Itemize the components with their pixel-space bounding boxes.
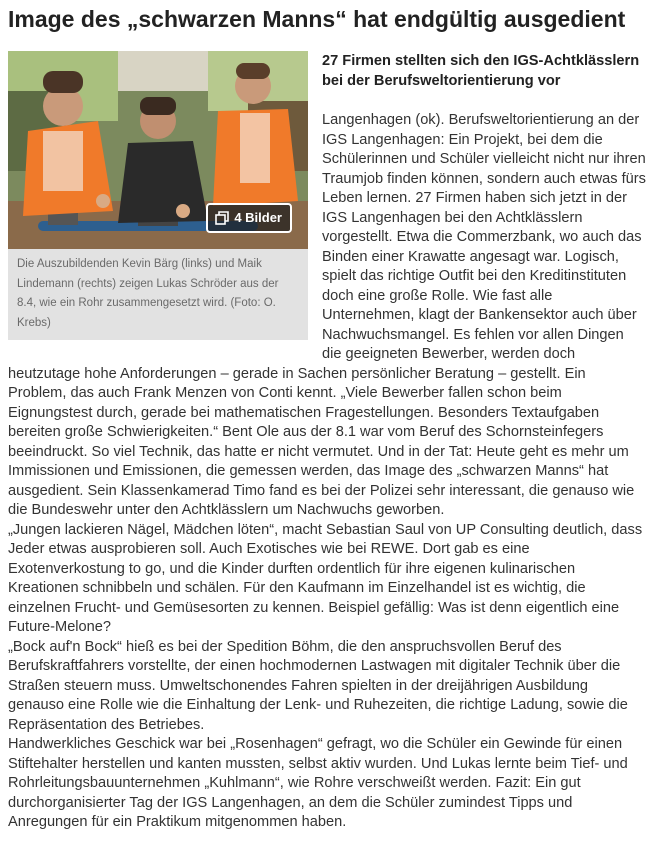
article-figure: [8, 51, 308, 340]
article-paragraph: Langenhagen (ok). Berufsweltorientierung an der IGS Langenhagen: Ein Projekt, bei dem die Schülerinnen und Schüler vielleicht nicht nur ihren Traumjob finden können, sondern auch etwas fürs Leben lernen. 27 Firmen haben sich jetzt in der IGS Langenhagen bei den Achtklässlern vorgestellt. Etwa die Commerzbank, wo auch das Binden einer Krawatte angesagt war. Logisch, spielt das richtige Outfit bei den Kreditinstituten doch eine große Rolle. Wie fast alle Unternehmen, klagt der Bankensektor auch über Nachwuchsmangel. Es fehlen vor allen Dingen die geeigneten Bewerber, werden doch heutzutage hohe Anforderungen – gerade in Sachen persönlicher Beratung – gestellt. Ein Problem, das auch Frank Menzen von Conti kennt. „Viele Bewerber fallen schon beim Eignungstest durch, gerade bei mathematischen Fragestellungen. Besonders Textaufgaben bereiten große Schwierigkeiten.“ Bent Ole aus der 8.1 war vom Beruf des Schornsteinfegers beeindruckt. So viel Technik, das hatte er nicht vermutet. Und in der Tat: Heute geht es mehr um Immissionen und Emissionen, die gemessen werden, das Image des „schwarzen Manns“ hat ausgedient. Sein Klassenkamerad Timo fand es bei der Polizei sehr interessant, die genauso wie die Bundeswehr unter den Achtklässlern um Nachwuchs geworben.: [8, 112, 646, 518]
article-headline: Image des „schwarzen Manns“ hat endgültig ausgedient: [8, 6, 626, 32]
article-lead: 27 Firmen stellten sich den IGS-Achtklässlern bei der Berufsweltorientierung vor: [322, 53, 640, 89]
gallery-count-label: 4 Bilder: [234, 210, 282, 225]
article-paragraph: „Bock auf'n Bock“ hieß es bei der Spedition Böhm, die den anspruchsvollen Beruf des Berufskraftfahrers vorstellte, der einen hochmodernen Lastwagen mit digitaler Technik über die Straßen steuern muss. Umweltschonendes Fahren spielten in der dreijährigen Ausbildung genauso eine Rolle wie die Einhaltung der Lenk- und Ruhezeiten, die richtige Ladung, sowie die Repräsentation des Betriebes.: [8, 638, 628, 733]
photo-caption: Die Auszubildenden Kevin Bärg (links) und Maik Lindemann (rechts) zeigen Lukas Schröder aus der 8.4, wie ein Rohr zusammengesetzt wird. (Foto: O. Krebs): [17, 258, 279, 329]
article-photo[interactable]: [8, 51, 308, 249]
article-paragraph: Handwerkliches Geschick war bei „Rosenhagen“ gefragt, wo die Schüler ein Gewinde für einen Stiftehalter herstellen und kanten mussten, selbst aktiv wurden. Und Lukas lernte beim Tief- und Rohrleitungsbauunternehmen „Kuhlmann“, wie Rohre verschweißt werden. Fazit: Ein gut durchorganisierter Tag der IGS Langenhagen, an dem die Schüler zumindest Tipps und Anregungen für ein Praktikum mitgenommen haben.: [8, 736, 628, 830]
gallery-button[interactable]: [206, 203, 292, 233]
article-body: [8, 51, 646, 833]
article-paragraph: „Jungen lackieren Nägel, Mädchen löten“, macht Sebastian Saul von UP Consulting deutlich, dass Jeder etwas ausprobieren soll. Auch Exotisches wie bei REWE. Dort gab es eine Exotenverkostung to go, und die Kinder durften ordentlich für ihre eigenen kulinarischen Kreationen schnibbeln und schälen. Für den Kaufmann im Einzelhandel ist es wichtig, die einzelnen Frucht- und Gemüsesorten zu kennen. Beispiel gefällig: Was ist denn eigentlich eine Future-Melone?: [8, 521, 643, 635]
gallery-stack-icon: [215, 211, 229, 225]
